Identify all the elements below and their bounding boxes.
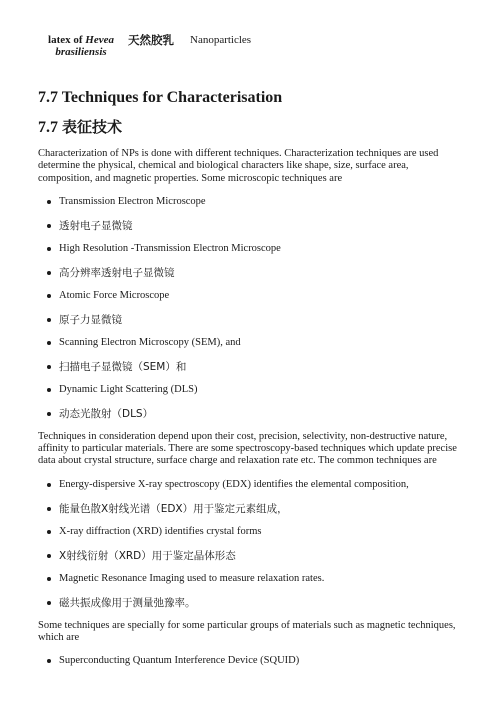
list-item bbox=[38, 314, 462, 326]
section-title-zh-text: 表征技术 bbox=[62, 118, 123, 136]
bullet-icon bbox=[47, 507, 51, 511]
magnetic-techniques-list bbox=[38, 655, 462, 667]
list-item-text: 动态光散射（DLS） bbox=[59, 407, 154, 420]
section-number-zh: 7.7 bbox=[38, 119, 62, 136]
list-item bbox=[38, 196, 462, 208]
list-item bbox=[38, 597, 462, 609]
list-item-text: Energy-dispersive X-ray spectroscopy (EDX) identifies the elemental composition, bbox=[59, 478, 409, 490]
list-item-text: 透射电子显微镜 bbox=[59, 219, 133, 232]
bullet-icon bbox=[47, 483, 51, 487]
list-item bbox=[38, 337, 462, 349]
bullet-icon bbox=[47, 365, 51, 369]
section-title-en: 7.7 Techniques for Characterisation bbox=[38, 89, 283, 106]
bullet-icon bbox=[47, 659, 51, 663]
list-item bbox=[38, 573, 462, 585]
list-item bbox=[38, 479, 462, 491]
list-item bbox=[38, 503, 462, 515]
bullet-icon bbox=[47, 554, 51, 558]
bullet-icon bbox=[47, 247, 51, 251]
bullet-icon bbox=[47, 577, 51, 581]
list-item-text: Atomic Force Microscope bbox=[59, 289, 170, 301]
bullet-icon bbox=[47, 530, 51, 534]
list-item bbox=[38, 361, 462, 373]
list-item-text: Superconducting Quantum Interference Device (SQUID) bbox=[59, 655, 300, 667]
list-item-text: 能量色散X射线光谱（EDX）用于鉴定元素组成， bbox=[59, 502, 288, 515]
list-item-text: Scanning Electron Microscopy (SEM), and bbox=[59, 336, 241, 348]
list-item bbox=[38, 243, 462, 255]
bullet-icon bbox=[47, 224, 51, 228]
paragraph-spectroscopy: Techniques in consideration depend upon their cost, precision, selectivity, non-destructive nature, affinity to particular materials. There are some spectroscopy-based techniques which update precise data about crystal structure, surface charge and relaxation rate etc. The common techniques are bbox=[38, 430, 457, 467]
list-item bbox=[38, 220, 462, 232]
header-latex-text: latex of bbox=[48, 34, 86, 46]
header-brasiliensis-text: brasiliensis bbox=[55, 46, 107, 58]
list-item bbox=[38, 550, 462, 562]
bullet-icon bbox=[47, 318, 51, 322]
header-nanoparticles: Nanoparticles bbox=[190, 34, 252, 46]
list-item bbox=[38, 408, 462, 420]
list-item bbox=[38, 290, 462, 302]
list-item-text: 扫描电子显微镜（SEM）和 bbox=[59, 360, 187, 373]
list-item-text: Dynamic Light Scattering (DLS) bbox=[59, 383, 198, 395]
paragraph-intro: Characterization of NPs is done with different techniques. Characterization techniques are used determine the physical, chemical and biological characters like shape, size, surface area, composition, and magnetic properties. Some microscopic techniques are bbox=[38, 148, 439, 184]
bullet-icon bbox=[47, 601, 51, 605]
header-latex-label bbox=[42, 34, 120, 58]
list-item-text: 原子力显微镜 bbox=[59, 313, 122, 326]
bullet-icon bbox=[47, 200, 51, 204]
microscopic-techniques-list bbox=[38, 196, 462, 420]
bullet-icon bbox=[47, 294, 51, 298]
list-item-text: 磁共振成像用于测量弛豫率。 bbox=[59, 596, 196, 609]
section-title-zh bbox=[38, 117, 462, 138]
list-item-text: 高分辨率透射电子显微镜 bbox=[59, 266, 175, 279]
spectroscopy-techniques-list bbox=[38, 479, 462, 609]
list-item-text: X射线衍射（XRD）用于鉴定晶体形态 bbox=[59, 549, 236, 562]
list-item-text: X-ray diffraction (XRD) identifies crystal forms bbox=[59, 525, 262, 537]
header-hevea-text: Hevea bbox=[85, 34, 114, 46]
bullet-icon bbox=[47, 412, 51, 416]
list-item bbox=[38, 384, 462, 396]
list-item bbox=[38, 267, 462, 279]
header-natural-latex-zh: 天然胶乳 bbox=[128, 33, 174, 47]
paragraph-magnetic: Some techniques are specially for some particular groups of materials such as magnetic techniques, which are bbox=[38, 619, 456, 644]
list-item bbox=[38, 655, 462, 667]
list-item bbox=[38, 526, 462, 538]
list-item-text: Magnetic Resonance Imaging used to measure relaxation rates. bbox=[59, 572, 325, 584]
list-item-text: Transmission Electron Microscope bbox=[59, 195, 206, 207]
bullet-icon bbox=[47, 341, 51, 345]
bullet-icon bbox=[47, 388, 51, 392]
header-row bbox=[38, 34, 462, 58]
bullet-icon bbox=[47, 271, 51, 275]
document-page bbox=[38, 34, 462, 679]
list-item-text: High Resolution -Transmission Electron Microscope bbox=[59, 242, 281, 254]
